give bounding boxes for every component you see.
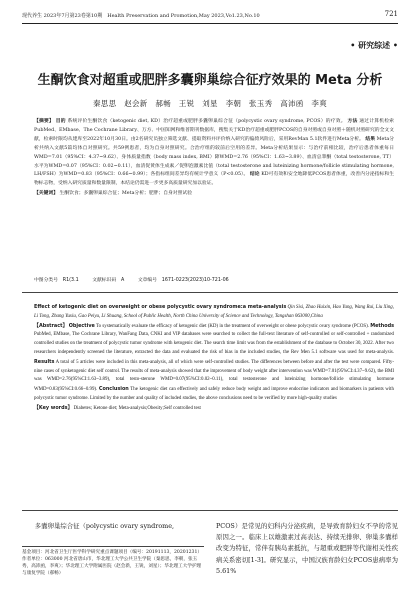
header-rule [22, 23, 398, 24]
article-number: 文章编号 1671-0223(2023)10-721-06 [137, 278, 229, 283]
author-list: 秦思思 赵会新 郝畅 王锐 刘星 李朝 张玉秀 高沛函 李爽 [93, 99, 327, 108]
funding-note: 基金项目：河北省卫生厅医学科学研究重点课题项目（编号：20191113，20201231） [22, 550, 202, 555]
en-authors: Qin Sisi, Zhao Huixin, Hao Yang, Wang Rui, Liu Xing, Li Tong, Zhang Yuxiu, Gao Peiyu, Li Shuang, School of Public Health, North China University of Science and Technology, Tangshan 063000,China [34, 305, 394, 319]
objective-label: 目的 [55, 119, 66, 124]
affiliation-note: 作者单位：063000 河北省唐山市，华北理工大学公共卫生学院（秦思思，李朝，张玉秀，高沛函，李爽）；华北理工大学附属医院（赵会新，王锐，刘星）；华北理工大学护理与康复学院（郝畅） [22, 557, 202, 576]
en-results-text: A total of 5 articles were included in this meta-analysis, all of which were self-controlled studies. The differences between before and after the test were compared. Fifty-nine cases of synketogenic diet self control. The results of meta-analysis showed that the improvement of body weight after intervention was WMD=7.01(95%CI:4.37~9.62), the BMI was WMD=2.76(95%CI:1.63~3.89), total testo-sterone WMD=0.07(95%CI:0.02~0.11), total testosterone and luteinizing hormone/follicle stimulating hormone WMD=0.83(95%CI:0.66~0.99). [34, 359, 395, 393]
body-left-text: 多囊卵巢综合征（polycystic ovary syndrome, [34, 522, 175, 530]
en-methods-label: Methods [370, 322, 395, 329]
results-text: Meta分析共纳入文献5篇均体自对照研究。共59例患者，均为自身对照研究。合治疗组的较前后空用的差异。Meta分析结果显示：与治疗前相比较，治疗后患者体重每日WMD=7.01（95%CI：4.37~9.62）、身体质量指数（body mass index, BMI）降WMD=2.76（95%CI：1.63~3.89）、血清总睾酮（total testosterone, TT）水平为WMD=0.07（95%CI：0.02~0.11），血清促黄体生成素／促卵泡激素比值（total testosterone and luteinizing hormone/follicle stimulating hormone, LH/FSH）为WMD=0.83（95%CI：0.66~0.99）；各指标组间差异均有统计学意义（P<0.05）。 [34, 136, 395, 178]
en-keywords-label: 【Key words】 [34, 404, 73, 411]
abstract-divider [22, 292, 398, 293]
article-title: 生酮饮食对超重或肥胖多囊卵巢综合征疗效果的 Meta 分析 [37, 73, 383, 88]
abstract-en [34, 303, 394, 414]
methods-text: 通过计算机检索PubMed、EMbase、The Cochrane Library、万方、中国知网和维普期刊数据库，搜集关于KD治疗超重或肥胖PCOS的自身对照或自身对照＋随机对照研究的全文文献，检索时限均从建库至2022年10月30日。由2名研究员独立筛选文献、提取资料并评价纳入研究的偏倚风险后，采用RevMan 5.1软件进行Meta分析。 [34, 119, 394, 142]
keywords-text: 生酮饮食；多囊卵巢综合征；Meta分析；肥胖；自身对照试验 [59, 191, 192, 197]
document-code: 文献标识码 A [92, 278, 125, 283]
body-right-text: PCOS）是常见的妇科内分泌疾病，是导致育龄妇女不孕的常见原因之一。临床上以雄激素过高表达、持续无排卵、卵巢多囊样改变为特征，常伴有胰岛素抵抗，与超重或肥胖等代谢相关性疾病关系密切[1-3]。研究显示，中国汉族育龄妇女PCOS患病率为5.61% [216, 522, 398, 575]
footnote [22, 546, 204, 577]
en-conclusion-label: Conclusion [98, 386, 129, 393]
en-title: Effect of ketogenic diet on overweight or obese polycystic ovary syndrome:a meta-analysis [34, 304, 287, 310]
en-objective-text: To systematically evaluate the efficacy of ketogenic diet (KD) in the treatment of overweight or obese polycystic ovary syndrome (PCOS). [96, 323, 369, 329]
en-results-label: Results [34, 358, 55, 365]
conclusion-label: 结论 [249, 172, 260, 178]
results-label: 结果 [365, 136, 376, 142]
page-number: 721 [384, 10, 398, 18]
objective-text: 系统评价生酮饮食（ketogenic diet, KD）治疗超重或肥胖多囊卵巢综合征（polycystic ovary syndrome, PCOS）的疗效。 [67, 119, 346, 124]
abstract-label: 【摘要】 [34, 119, 54, 124]
classification-line [34, 276, 394, 283]
abstract-cn [34, 118, 394, 199]
methods-label: 方法 [347, 119, 358, 124]
en-abstract-label: 【Abstract】 [34, 322, 68, 329]
body-right-column [216, 521, 398, 577]
journal-line: 现代养生 2023年7月第23卷第10期 Health Preservation and Promotion,May 2023,Vo1.23,No.10 [22, 13, 260, 19]
conclusion-text: KD可有效和安全地降低PCOS患者体重，改善内分泌指标和生物标志物，受纳入研究质量和数量限制，本结论仍需进一步更多高质量研究加以验证。 [34, 172, 395, 187]
clc-number: 中图分类号 R1(3.1 [34, 278, 79, 283]
en-methods-text: PubMed, EMbase, The Cochrane Library, WanFang Data, CNKI and VIP databases were searched to collect the full-text literature of self-controlled or self-controlled + randomized controlled studies on the treatment of polycystic tumor syndrome with ketogenic diet. The search time limit was from the establishment of the database to October 30, 2022. After two researchers independently screened the literature, extracted the data and evaluated the risk of bias in the included studies, the Rev Men 5.1 software was used for meta-analysis. [34, 332, 394, 355]
en-keywords-text: Diabetes; Ketone diet; Meta-analysis;Obesity;Self controlled test [73, 405, 201, 411]
en-conclusion-text: The ketogenic diet can effectively and safely reduce body weight and improve endocrine indicators and biomarkers in patients with polycystic tumor syndrome. Limited by the number and quality of included studies, the above conclusions need to be verified by more high-quality studies [34, 387, 394, 401]
running-header [22, 10, 398, 20]
keywords-label: 【关键词】 [34, 191, 58, 197]
body-divider [22, 510, 398, 511]
en-objective-label: Objective [68, 322, 95, 329]
body-left-column [22, 521, 204, 532]
section-tag: • 研究综述 • [350, 41, 398, 50]
